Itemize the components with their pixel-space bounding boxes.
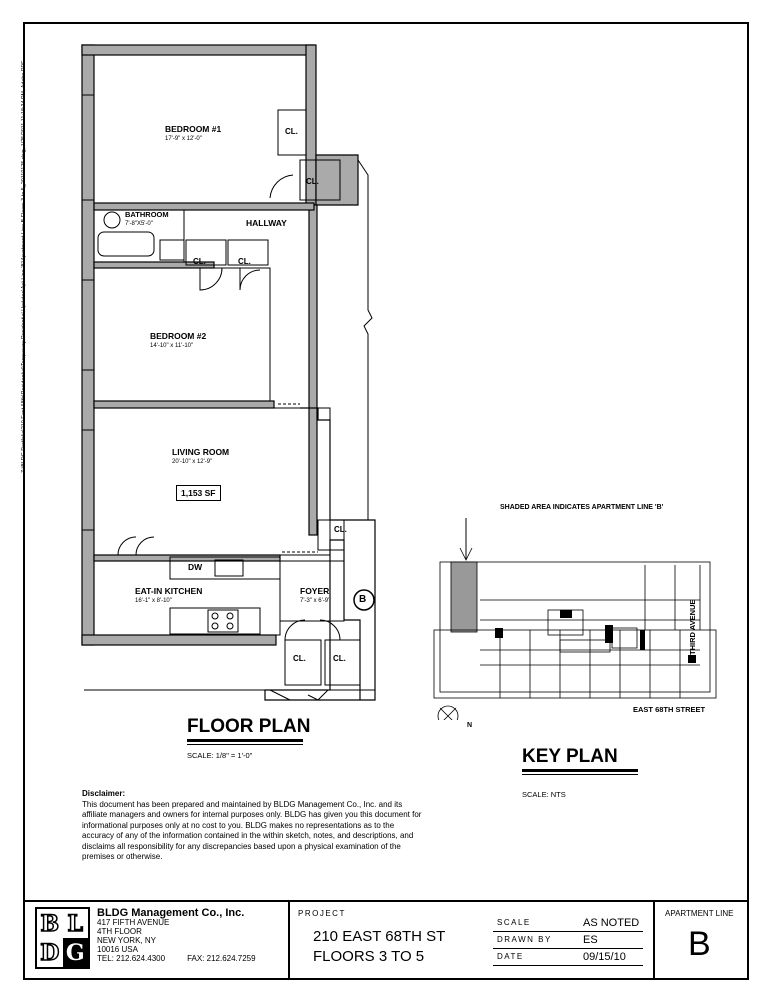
logo-letter: L	[67, 910, 83, 937]
address-line: 4TH FLOOR	[97, 927, 142, 936]
address-line: 417 FIFTH AVENUE	[97, 918, 170, 927]
file-path-note: Z:\BLDG Portfolio\210 East 68th\Residential\Temporary Residential Updates\Apt Line 'B'\Apartment Line B Floors 3 to 5_20110125.dwg, 1/25/2011 11:18:34 PM, Adobe PDF	[21, 60, 27, 473]
closet-label: CL.	[238, 257, 251, 266]
avenue-label: THIRD AVENUE	[688, 599, 697, 655]
logo-letter: D	[40, 939, 60, 966]
address-line: 10016 USA	[97, 945, 138, 954]
room-dim-bedroom1: 17'-9" x 12'-0"	[165, 136, 202, 142]
date-label: DATE	[497, 952, 524, 961]
closet-label: CL.	[193, 257, 206, 266]
closet-label: CL.	[334, 525, 347, 534]
bldg-logo	[35, 907, 90, 969]
closet-label: CL.	[306, 177, 319, 186]
floor-plan-title: FLOOR PLAN	[187, 716, 311, 737]
field-rule	[493, 965, 643, 966]
disclaimer	[82, 789, 422, 863]
closet-label: CL.	[333, 654, 346, 663]
apartment-line-value: B	[688, 925, 711, 963]
key-plan-note: SHADED AREA INDICATES APARTMENT LINE 'B'	[500, 504, 664, 511]
drawn-by-label: DRAWN BY	[497, 935, 552, 944]
logo-letter: B	[40, 910, 60, 937]
room-label-hallway: HALLWAY	[246, 218, 287, 228]
project-name: 210 EAST 68TH ST	[313, 928, 446, 945]
title-rule	[522, 774, 638, 775]
title-block-divider	[653, 900, 655, 980]
project-label: PROJECT	[298, 909, 346, 918]
room-dim-foyer: 7'-3" x 6'-9"	[300, 598, 331, 604]
drawn-by-value: ES	[583, 934, 598, 946]
closet-label: CL.	[285, 127, 298, 136]
closet-label: CL.	[293, 654, 306, 663]
fax-number: FAX: 212.624.7259	[187, 954, 256, 963]
room-dim-living: 20'-10" x 12'-9"	[172, 459, 213, 465]
phone-number: TEL: 212.624.4300	[97, 954, 166, 963]
room-label-bathroom: BATHROOM	[125, 210, 169, 219]
room-label-kitchen: EAT-IN KITCHEN	[135, 586, 203, 596]
title-rule	[522, 769, 638, 772]
room-dim-kitchen: 16'-1" x 8'-10"	[135, 598, 172, 604]
company-name: BLDG Management Co., Inc.	[97, 907, 245, 919]
area-badge: 1,153 SF	[176, 485, 221, 501]
room-dim-bathroom: 7'-8"X5'-0"	[125, 221, 153, 227]
street-label: EAST 68TH STREET	[633, 705, 706, 714]
room-label-foyer: FOYER	[300, 586, 330, 596]
room-label-living: LIVING ROOM	[172, 447, 230, 457]
title-rule	[187, 744, 303, 745]
disclaimer-body: This document has been prepared and maintained by BLDG Management Co., Inc. and its affiliate managers and owners for internal purposes only. BLDG has given you this document for informational purposes only at no cost to you. BLDG makes no representations as to the accuracy of any of the information contained in the within sketch, notes, and descriptions, and disclaims all responsibility for any discrepancies based upon a physical examination of the premises or otherwise.	[82, 799, 422, 861]
key-plan-scale: SCALE: NTS	[522, 790, 566, 799]
address-line: NEW YORK, NY	[97, 936, 156, 945]
company-address	[97, 909, 256, 963]
key-plan-title: KEY PLAN	[522, 746, 618, 767]
logo-letter: G	[63, 938, 89, 967]
north-label: N	[467, 722, 473, 729]
floor-plan-scale: SCALE: 1/8" = 1'-0"	[187, 751, 253, 760]
date-value: 09/15/10	[583, 951, 626, 963]
field-rule	[493, 948, 643, 949]
scale-value: AS NOTED	[583, 917, 640, 929]
room-label-bedroom1: BEDROOM #1	[165, 124, 222, 134]
room-dim-bedroom2: 14'-10" x 11'-10"	[150, 343, 194, 349]
field-rule	[493, 931, 643, 932]
disclaimer-heading: Disclaimer:	[82, 789, 126, 798]
title-block-divider	[288, 900, 290, 980]
title-rule	[187, 739, 303, 742]
apartment-line-label: APARTMENT LINE	[665, 909, 734, 918]
project-floors: FLOORS 3 TO 5	[313, 948, 425, 965]
dishwasher-label: DW	[188, 562, 203, 572]
scale-label: SCALE	[497, 918, 531, 927]
unit-tag: B	[359, 594, 367, 605]
room-label-bedroom2: BEDROOM #2	[150, 331, 207, 341]
